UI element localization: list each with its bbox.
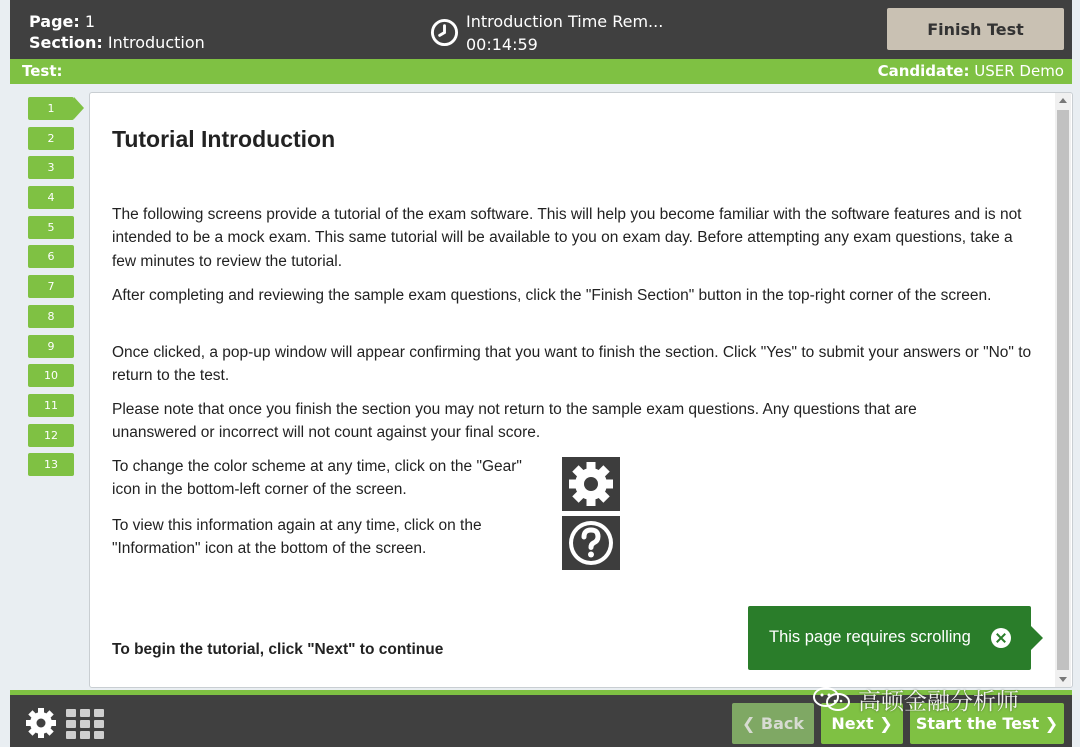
- vertical-scrollbar[interactable]: [1055, 93, 1071, 687]
- timer-title: Introduction Time Rem...: [466, 12, 664, 31]
- intro-paragraph-4: Please note that once you finish the section you may not return to the sample exam questions. Any questions that are unanswered or incorrect will not count against your final score.: [112, 401, 917, 442]
- back-label: Back: [760, 714, 805, 733]
- section-value: Introduction: [107, 33, 205, 52]
- header-right-edge: [1072, 0, 1080, 59]
- scroll-up-arrow-icon[interactable]: [1059, 98, 1067, 103]
- nav-item-4[interactable]: 4: [28, 186, 74, 209]
- intro-paragraph-2: After completing and reviewing the sample exam questions, click the "Finish Section" button in the top-right corner of the screen.: [112, 287, 992, 304]
- scroll-down-arrow-icon[interactable]: [1059, 677, 1067, 682]
- chevron-left-icon: ❮: [741, 714, 756, 733]
- chevron-right-icon: ❯: [1044, 714, 1059, 733]
- finish-test-button[interactable]: Finish Test: [887, 8, 1064, 50]
- content-panel: [89, 92, 1073, 688]
- wechat-icon: [812, 686, 852, 712]
- grid-icon[interactable]: [66, 709, 104, 739]
- back-button[interactable]: [732, 703, 814, 744]
- page-section-info: [29, 11, 205, 53]
- begin-instruction: To begin the tutorial, click "Next" to continue: [112, 641, 444, 658]
- section-indicator: [29, 32, 205, 53]
- intro-paragraph-3: Once clicked, a pop-up window will appear confirming that you want to finish the section. Click "Yes" to submit your answers or "No" to return to the test.: [112, 344, 1032, 385]
- gear-icon[interactable]: [25, 707, 57, 739]
- close-icon[interactable]: [991, 628, 1011, 648]
- page-label: Page:: [29, 12, 80, 31]
- nav-item-10[interactable]: 10: [28, 364, 74, 387]
- nav-item-3[interactable]: 3: [28, 156, 74, 179]
- top-header: [0, 0, 1080, 59]
- candidate-name: USER Demo: [974, 62, 1064, 80]
- nav-item-12[interactable]: 12: [28, 424, 74, 447]
- gear-instruction: To change the color scheme at any time, click on the "Gear" icon in the bottom-left corner of the screen.: [112, 458, 522, 499]
- gear-icon: [562, 457, 620, 511]
- timer-value: 00:14:59: [466, 35, 538, 54]
- test-label: Test:: [22, 62, 63, 80]
- tooltip-text: This page requires scrolling: [769, 628, 971, 646]
- start-label: Start the Test: [915, 714, 1040, 733]
- candidate-label: Candidate:: [877, 62, 970, 80]
- chevron-right-icon: ❯: [879, 714, 893, 733]
- nav-item-9[interactable]: 9: [28, 335, 74, 358]
- nav-item-2[interactable]: 2: [28, 127, 74, 150]
- page-indicator: [29, 11, 205, 32]
- nav-item-1[interactable]: 1: [28, 97, 74, 120]
- question-icon-svg: [562, 516, 620, 570]
- test-info-bar: [10, 59, 1072, 84]
- candidate-info: [878, 59, 1064, 84]
- next-label: Next: [831, 714, 874, 733]
- clock-icon: [430, 18, 459, 47]
- page-title: Tutorial Introduction: [112, 126, 336, 152]
- page-value: 1: [84, 12, 96, 31]
- gear-icon-svg: [562, 457, 620, 511]
- watermark-text: 高顿金融分析师: [858, 689, 1019, 715]
- question-icon: [562, 516, 620, 570]
- header-left-edge: [0, 0, 10, 59]
- scrollbar-thumb[interactable]: [1057, 110, 1069, 670]
- nav-item-11[interactable]: 11: [28, 394, 74, 417]
- intro-paragraph-1: The following screens provide a tutorial of the exam software. This will help you become familiar with the software features and is not intended to be a mock exam. This same tutorial will be available to you on exam day. Before attempting any exam questions, take a few minutes to review the tutorial.: [112, 206, 1022, 270]
- info-instruction: To view this information again at any time, click on the "Information" icon at the bottom of the screen.: [112, 517, 482, 558]
- nav-item-6[interactable]: 6: [28, 245, 74, 268]
- nav-item-7[interactable]: 7: [28, 275, 74, 298]
- section-label: Section:: [29, 33, 103, 52]
- nav-item-8[interactable]: 8: [28, 305, 74, 328]
- nav-item-13[interactable]: 13: [28, 453, 74, 476]
- question-nav: [28, 97, 88, 483]
- nav-item-5[interactable]: 5: [28, 216, 74, 239]
- scroll-required-tooltip: [748, 606, 1031, 670]
